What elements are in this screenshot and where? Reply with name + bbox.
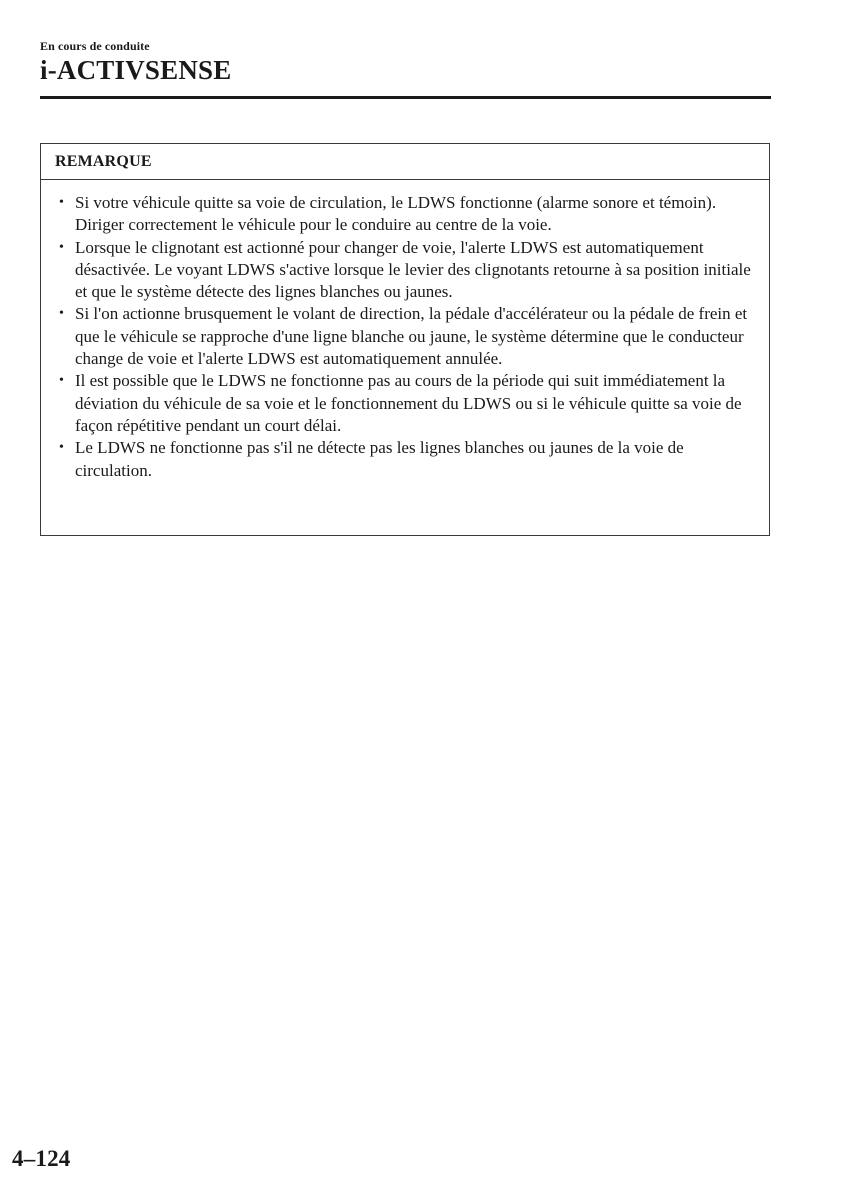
remarque-list [41,180,769,482]
list-item [59,303,751,370]
bullet-icon: • [59,239,64,255]
remarque-box [40,143,770,536]
list-item-text: Si l'on actionne brusquement le volant de direction, la pédale d'accélérateur ou la pédale de frein et que le véhicule se rapproche d'une ligne blanche ou jaune, le système détermine que le conducteur change de voie et l'alerte LDWS est automatiquement annulée. [75,304,748,369]
list-item-text: Le LDWS ne fonctionne pas s'il ne détecte pas les lignes blanches ou jaunes de la voie de circulation. [75,438,684,480]
bullet-icon: • [59,306,64,322]
bullet-icon: • [59,440,64,456]
page-number: 4–124 [12,1146,71,1171]
title-divider [40,96,771,99]
bullet-icon: • [59,373,64,389]
page-title: i-ACTIVSENSE [40,55,232,85]
list-item [59,237,751,304]
list-item [59,437,751,482]
list-item [59,370,751,437]
list-item [59,192,751,237]
remarque-heading: REMARQUE [41,144,769,180]
list-item-text: Lorsque le clignotant est actionné pour changer de voie, l'alerte LDWS est automatiquement désactivée. Le voyant LDWS s'active lorsque le levier des clignotants retourne à sa position initiale et que le système détecte des lignes blanches ou jaunes. [75,237,751,302]
list-item-text: Si votre véhicule quitte sa voie de circulation, le LDWS fonctionne (alarme sonore et témoin). Diriger correctement le véhicule pour le conduire au centre de la voie. [75,193,717,235]
bullet-icon: • [59,195,64,210]
list-item-text: Il est possible que le LDWS ne fonctionne pas au cours de la période qui suit immédiatement la déviation du véhicule de sa voie et le fonctionnement du LDWS ou si le véhicule quitte sa voie de façon répétitive pendant un court délai. [75,371,742,435]
section-label: En cours de conduite [40,39,150,53]
